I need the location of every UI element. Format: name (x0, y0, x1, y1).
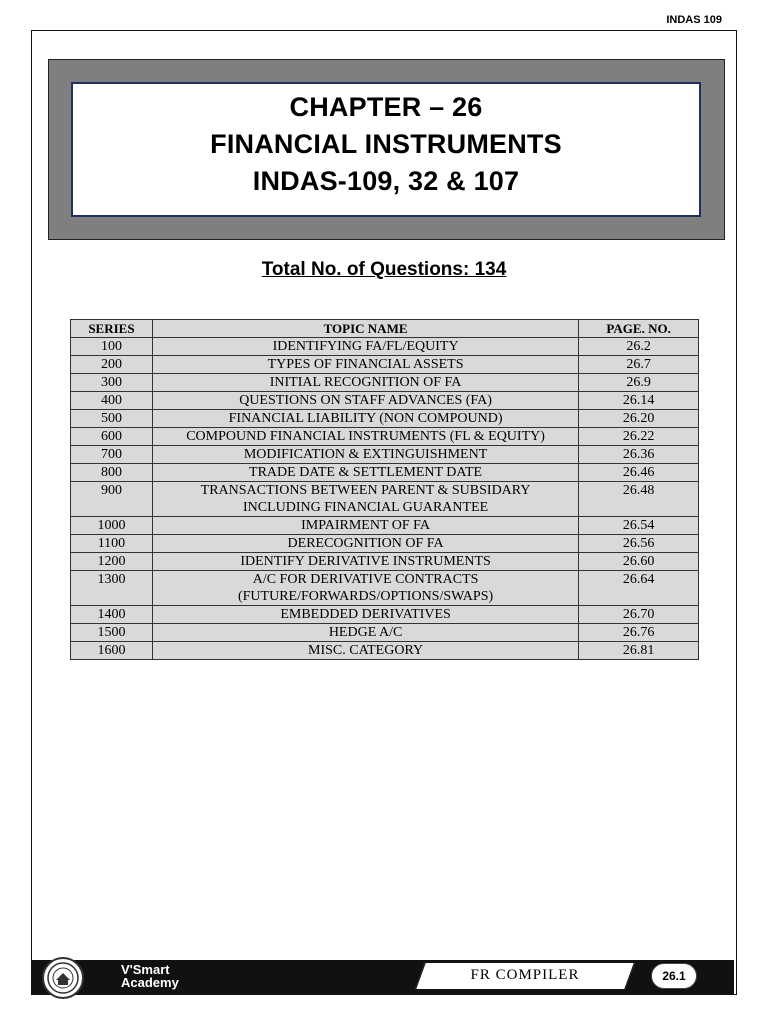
topic-cell: MODIFICATION & EXTINGUISHMENT (152, 446, 578, 464)
academy-name (121, 963, 179, 989)
series-cell: 1200 (71, 553, 153, 571)
page-cell: 26.22 (579, 428, 699, 446)
table-header-row (71, 320, 699, 338)
series-cell: 600 (71, 428, 153, 446)
chapter-title: FINANCIAL INSTRUMENTS (210, 129, 562, 159)
topic-cell: IDENTIFY DERIVATIVE INSTRUMENTS (152, 553, 578, 571)
series-cell: 1500 (71, 624, 153, 642)
compiler-label: FR COMPILER (470, 967, 580, 983)
table-row (71, 553, 699, 571)
academy-name-line2: Academy (121, 975, 179, 990)
series-cell: 1600 (71, 642, 153, 660)
series-cell: 1300 (71, 571, 153, 606)
topic-cell: QUESTIONS ON STAFF ADVANCES (FA) (152, 392, 578, 410)
page-cell: 26.64 (579, 571, 699, 606)
series-cell: 500 (71, 410, 153, 428)
topic-cell: A/C FOR DERIVATIVE CONTRACTS (FUTURE/FORWARDS/OPTIONS/SWAPS) (152, 571, 578, 606)
page-cell: 26.70 (579, 606, 699, 624)
page-cell: 26.36 (579, 446, 699, 464)
series-cell: 700 (71, 446, 153, 464)
page-cell: 26.81 (579, 642, 699, 660)
table-row (71, 356, 699, 374)
topic-cell: TYPES OF FINANCIAL ASSETS (152, 356, 578, 374)
topic-cell: TRANSACTIONS BETWEEN PARENT & SUBSIDARY INCLUDING FINANCIAL GUARANTEE (152, 482, 578, 517)
page-cell: 26.54 (579, 517, 699, 535)
page-cell: 26.20 (579, 410, 699, 428)
topic-cell: TRADE DATE & SETTLEMENT DATE (152, 464, 578, 482)
topic-cell: FINANCIAL LIABILITY (NON COMPOUND) (152, 410, 578, 428)
total-questions: Total No. of Questions: 134 (261, 259, 507, 280)
topic-cell: EMBEDDED DERIVATIVES (152, 606, 578, 624)
academy-name-line1: V'Smart (121, 962, 170, 977)
table-row (71, 374, 699, 392)
chapter-title-box (71, 82, 701, 217)
topic-header: TOPIC NAME (152, 320, 578, 338)
series-cell: 1000 (71, 517, 153, 535)
series-cell: 1400 (71, 606, 153, 624)
series-header: SERIES (71, 320, 153, 338)
chapter-number: CHAPTER – 26 (289, 92, 483, 122)
page-header: PAGE. NO. (579, 320, 699, 338)
page-number: 26.1 (651, 963, 697, 989)
table-row (71, 606, 699, 624)
topic-cell: HEDGE A/C (152, 624, 578, 642)
table-row (71, 392, 699, 410)
table-row (71, 571, 699, 606)
topic-cell: COMPOUND FINANCIAL INSTRUMENTS (FL & EQUITY) (152, 428, 578, 446)
seal-graphic (46, 961, 80, 995)
topics-table (70, 319, 699, 660)
series-cell: 800 (71, 464, 153, 482)
header-tag: INDAS 109 (666, 14, 722, 26)
series-cell: 900 (71, 482, 153, 517)
chapter-standards: INDAS-109, 32 & 107 (252, 166, 520, 196)
table-row (71, 624, 699, 642)
page-cell: 26.56 (579, 535, 699, 553)
series-cell: 1100 (71, 535, 153, 553)
page-cell: 26.14 (579, 392, 699, 410)
series-cell: 300 (71, 374, 153, 392)
page-cell: 26.7 (579, 356, 699, 374)
table-row (71, 642, 699, 660)
topic-cell: IDENTIFYING FA/FL/EQUITY (152, 338, 578, 356)
series-cell: 100 (71, 338, 153, 356)
page-cell: 26.60 (579, 553, 699, 571)
academy-seal-icon (42, 957, 84, 999)
table-row (71, 410, 699, 428)
topic-cell: DERECOGNITION OF FA (152, 535, 578, 553)
page-cell: 26.9 (579, 374, 699, 392)
topic-cell: MISC. CATEGORY (152, 642, 578, 660)
page-cell: 26.46 (579, 464, 699, 482)
page-cell: 26.48 (579, 482, 699, 517)
table-row (71, 338, 699, 356)
series-cell: 200 (71, 356, 153, 374)
page-cell: 26.76 (579, 624, 699, 642)
table-row (71, 482, 699, 517)
table-row (71, 535, 699, 553)
topic-cell: INITIAL RECOGNITION OF FA (152, 374, 578, 392)
series-cell: 400 (71, 392, 153, 410)
table-row (71, 446, 699, 464)
table-row (71, 517, 699, 535)
topic-cell: IMPAIRMENT OF FA (152, 517, 578, 535)
table-row (71, 464, 699, 482)
table-row (71, 428, 699, 446)
page-cell: 26.2 (579, 338, 699, 356)
